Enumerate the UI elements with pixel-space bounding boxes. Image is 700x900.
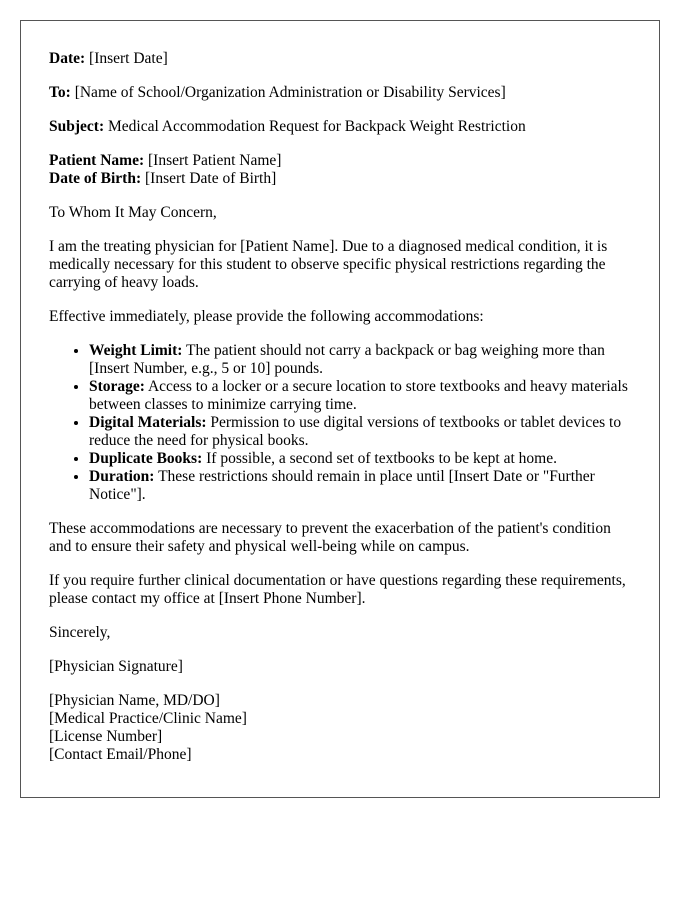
list-item — [89, 414, 631, 450]
accommodation-label: Duplicate Books: — [89, 450, 203, 467]
accommodation-text: Access to a locker or a secure location to store textbooks and heavy materials between classes to minimize carrying time. — [89, 378, 628, 413]
signature-placeholder: [Physician Signature] — [49, 658, 183, 675]
practice-name: [Medical Practice/Clinic Name] — [49, 710, 247, 727]
subject-label: Subject: — [49, 118, 105, 135]
physician-name: [Physician Name, MD/DO] — [49, 692, 220, 709]
lead-in-paragraph: Effective immediately, please provide the following accommodations: — [49, 308, 484, 325]
accommodation-text: Permission to use digital versions of textbooks or tablet devices to reduce the need for physical books. — [89, 414, 622, 449]
date-of-birth-label: Date of Birth: — [49, 170, 142, 187]
accommodation-label: Weight Limit: — [89, 342, 183, 359]
intro-paragraph: I am the treating physician for [Patient Name]. Due to a diagnosed medical condition, it is medically necessary for this student to observe specific physical restrictions regarding the carrying of heavy loads. — [49, 238, 608, 291]
accommodation-label: Duration: — [89, 468, 155, 485]
date-label: Date: — [49, 50, 86, 67]
recipient-value: [Name of School/Organization Administration or Disability Services] — [74, 84, 506, 101]
subject-line — [49, 118, 631, 136]
accommodations-list — [49, 342, 631, 504]
list-item — [89, 378, 631, 414]
necessity-paragraph: These accommodations are necessary to prevent the exacerbation of the patient's condition and to ensure their safety and physical well-being while on campus. — [49, 520, 611, 555]
salutation: To Whom It May Concern, — [49, 204, 217, 221]
date-of-birth-value: [Insert Date of Birth] — [145, 170, 277, 187]
accommodation-text: If possible, a second set of textbooks to be kept at home. — [206, 450, 557, 467]
list-item — [89, 468, 631, 504]
patient-info — [49, 152, 631, 188]
patient-name-label: Patient Name: — [49, 152, 145, 169]
physician-details — [49, 692, 631, 764]
list-item — [89, 450, 631, 468]
accommodation-text: The patient should not carry a backpack or bag weighing more than [Insert Number, e.g., 5 or 10] pounds. — [89, 342, 605, 377]
subject-value: Medical Accommodation Request for Backpack Weight Restriction — [107, 118, 526, 135]
patient-name-line — [49, 152, 631, 170]
recipient-label: To: — [49, 84, 71, 101]
list-item — [89, 342, 631, 378]
date-of-birth-line — [49, 170, 631, 188]
accommodation-label: Digital Materials: — [89, 414, 207, 431]
contact-paragraph: If you require further clinical documentation or have questions regarding these requirements, please contact my office at [Insert Phone Number]. — [49, 572, 626, 607]
license-number: [License Number] — [49, 728, 163, 745]
letter-document — [20, 20, 660, 798]
patient-name-value: [Insert Patient Name] — [148, 152, 282, 169]
valediction: Sincerely, — [49, 624, 111, 641]
recipient-line — [49, 84, 631, 102]
accommodation-text: These restrictions should remain in place until [Insert Date or "Further Notice"]. — [89, 468, 595, 503]
date-value: [Insert Date] — [89, 50, 168, 67]
date-line — [49, 50, 631, 68]
contact-details: [Contact Email/Phone] — [49, 746, 192, 763]
accommodation-label: Storage: — [89, 378, 145, 395]
